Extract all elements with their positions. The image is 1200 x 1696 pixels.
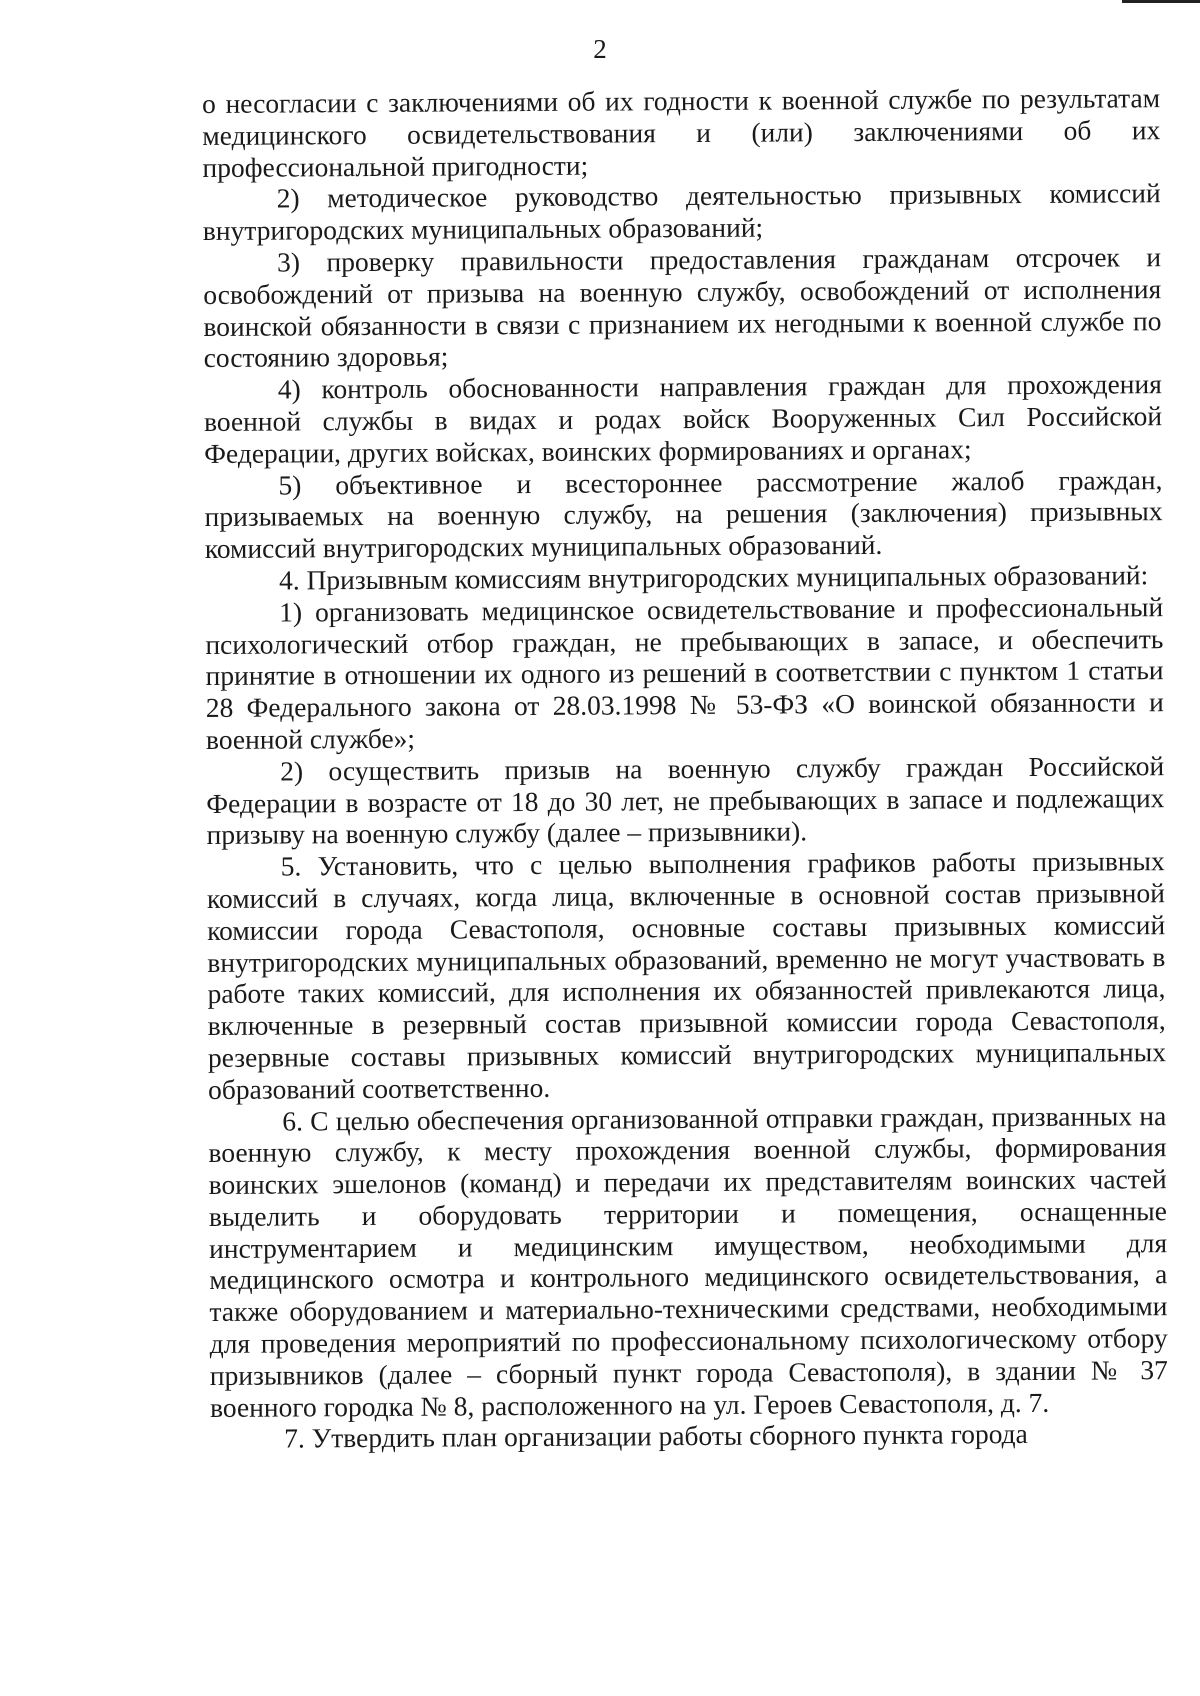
- document-body: [202, 82, 1168, 1455]
- paragraph-section-5: 5. Установить, что с целью выполнения графиков работы призывных комиссий в случаях, когда лица, включенные в основной состав призывной комиссии города Севастополя, основные составы призывных комиссий внутригородских муниципальных образований, временно не могут участвовать в работе таких комиссий, для исполнения их обязанностей привлекаются лица, включенные в резервный состав призывной комиссии города Севастополя, резервные составы призывных комиссий внутригородских муниципальных образований соответственно.: [206, 845, 1166, 1105]
- paragraph-item-3-deferment-check: 3) проверку правильности предоставления гражданам отсрочек и освобождений от призыва на военную службу, освобождений от исполнения воинской обязанности в связи с признанием их негодными к военной службе по состоянию здоровья;: [203, 241, 1162, 374]
- paragraph-section-4-item-2: 2) осуществить призыв на военную службу граждан Российской Федерации в возрасте от 18 до 30 лет, не пребывающих в запасе и подлежащих призыву на военную службу (далее – призывники).: [206, 749, 1165, 851]
- scan-corner-line: [1122, 0, 1200, 3]
- paragraph-item-5-complaints-review: 5) объективное и всестороннее рассмотрение жалоб граждан, призываемых на военную службу, на решения (заключения) призывных комиссий внутригородских муниципальных образований.: [204, 463, 1163, 565]
- page-number: 2: [593, 34, 607, 64]
- paragraph-section-4-heading: 4. Призывным комиссиям внутригородских муниципальных образований:: [278, 559, 1149, 596]
- paragraph-section-4-item-1: 1) организовать медицинское освидетельствование и профессиональный психологический отбор граждан, не пребывающих в запасе, и обеспечить принятие в отношении их одного из решений в соответствии с пунктом 1 статьи 28 Федерального закона от 28.03.1998 № 53-ФЗ «О воинской обязанности и военной службе»;: [205, 590, 1164, 755]
- paragraph-section-7: 7. Утвердить план организации работы сборного пункта города: [284, 1418, 1028, 1454]
- paragraph-item-4-direction-control: 4) контроль обоснованности направления граждан для прохождения военной службы в видах и родах войск Вооруженных Сил Российской Федерации, других войсках, воинских формированиях и органах;: [203, 368, 1163, 469]
- paragraph-continuation: о несогласии с заключениями об их годности к военной службе по результатам медицинского освидетельствования и (или) заключениями об их профессиональной пригодности;: [202, 82, 1161, 183]
- paragraph-item-2-methodical-guidance: 2) методическое руководство деятельностью призывных комиссий внутригородских муниципальных образований;: [202, 177, 1161, 247]
- paragraph-section-6: 6. С целью обеспечения организованной отправки граждан, призванных на военную службу, к месту прохождения военной службы, формирования воинских эшелонов (команд) и передачи их представителям воинских частей выделить и оборудовать территории и помещения, оснащенные инструментарием и медицинским имуществом, необходимыми для медицинского осмотра и контрольного медицинского освидетельствования, а также оборудованием и материально-техническими средствами, необходимыми для проведения мероприятий по профессиональному психологическому отбору призывников (далее – сборный пункт города Севастополя), в здании № 37 военного городка № 8, расположенного на ул. Героев Севастополя, д. 7.: [208, 1099, 1168, 1423]
